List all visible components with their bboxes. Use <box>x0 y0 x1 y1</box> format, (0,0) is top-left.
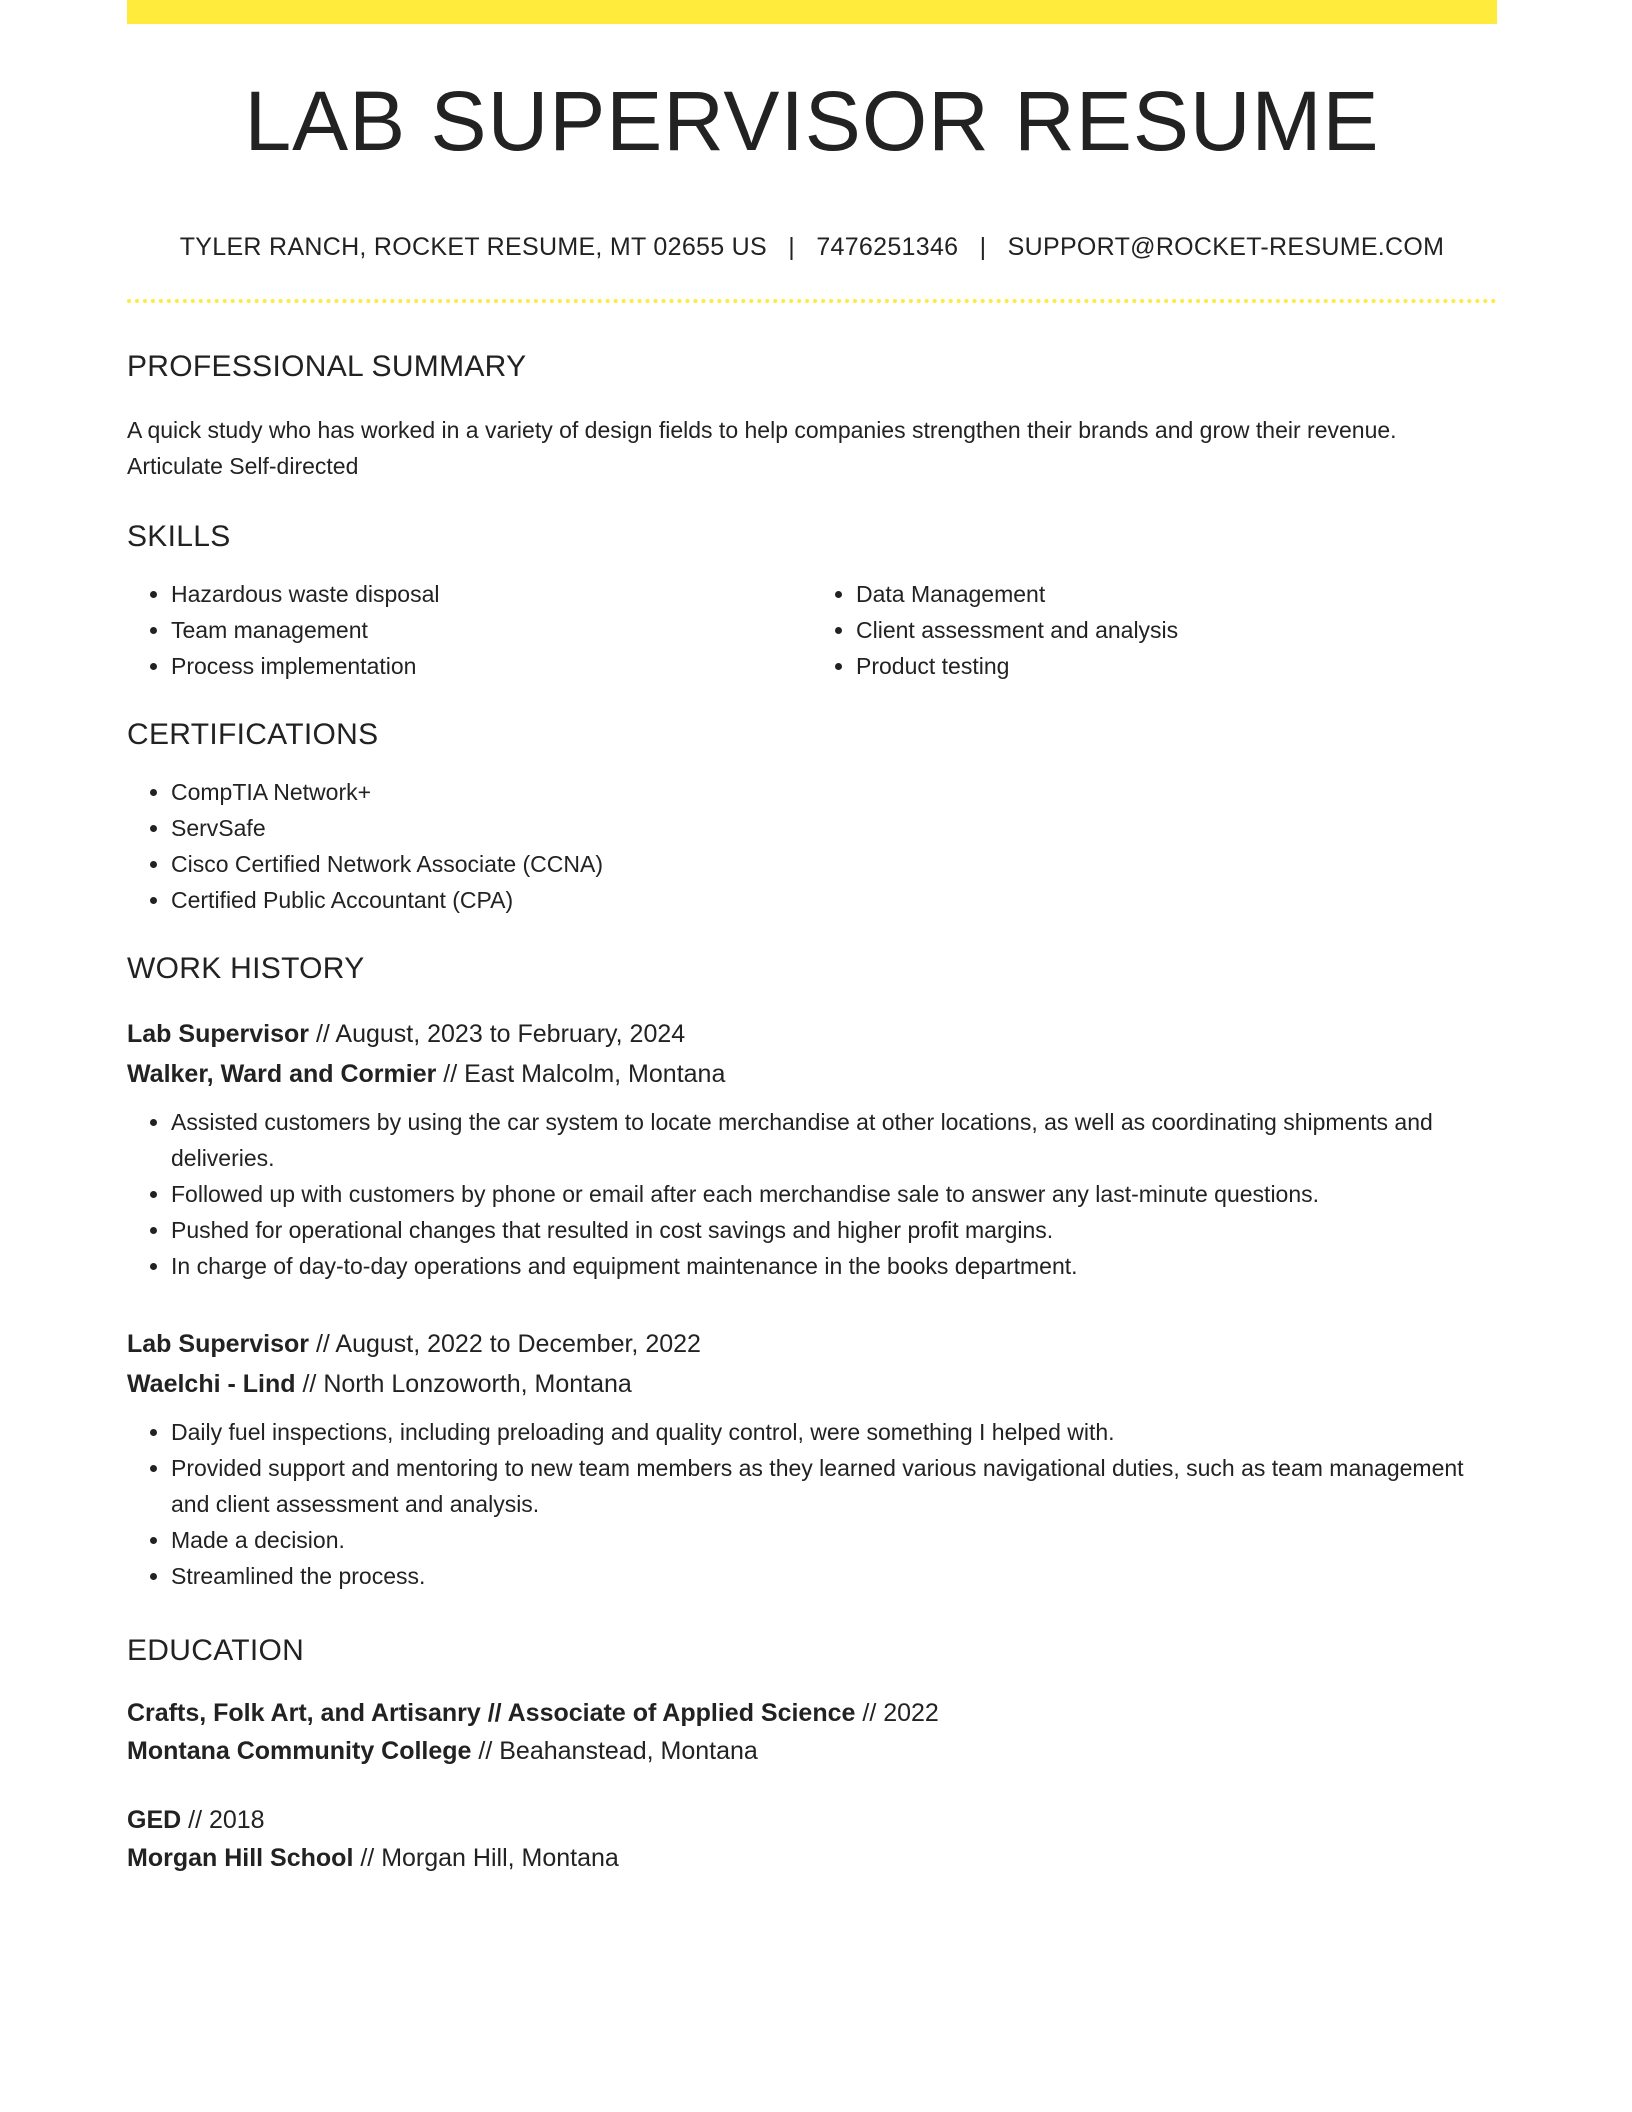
top-accent-bar <box>127 0 1497 24</box>
job-title-line <box>127 1014 1497 1054</box>
skills-grid <box>127 576 1497 684</box>
job-dates: // August, 2022 to December, 2022 <box>309 1330 701 1358</box>
job-dates: // August, 2023 to February, 2024 <box>309 1020 686 1048</box>
skill-item: • Client assessment and analysis <box>856 612 1497 648</box>
education-degree-line <box>127 1694 1497 1732</box>
education-year: // 2022 <box>855 1699 939 1727</box>
job-bullet: • In charge of day-to-day operations and equipment maintenance in the books department. <box>171 1248 1497 1284</box>
job-bullet: • Streamlined the process. <box>171 1558 1497 1594</box>
education-year: // 2018 <box>181 1806 265 1834</box>
education-school-line <box>127 1839 1497 1877</box>
education-heading: EDUCATION <box>127 1634 305 1667</box>
education-degree: Crafts, Folk Art, and Artisanry // Associate of Applied Science <box>127 1699 856 1727</box>
summary-text <box>127 412 1497 484</box>
job-title: Lab Supervisor <box>127 1330 309 1358</box>
contact-separator: | <box>979 233 987 261</box>
job-bullet: • Pushed for operational changes that resulted in cost savings and higher profit margins. <box>171 1212 1497 1248</box>
job-location: // North Lonzoworth, Montana <box>295 1370 632 1398</box>
contact-email: SUPPORT@ROCKET-RESUME.COM <box>1007 233 1445 261</box>
skill-item: • Data Management <box>856 576 1497 612</box>
certification-item: • ServSafe <box>171 810 1497 846</box>
job-entry <box>127 1324 1497 1594</box>
contact-phone: 7476251346 <box>816 233 959 261</box>
job-bullet: • Followed up with customers by phone or email after each merchandise sale to answer any last-minute questions. <box>171 1176 1497 1212</box>
certification-item: • Cisco Certified Network Associate (CCNA) <box>171 846 1497 882</box>
contact-address: TYLER RANCH, ROCKET RESUME, MT 02655 US <box>179 233 768 261</box>
contact-line <box>127 233 1497 262</box>
education-degree: GED <box>127 1806 182 1834</box>
job-bullet: • Assisted customers by using the car system to locate merchandise at other locations, as well as coordinating shipments and deliveries. <box>171 1104 1497 1176</box>
education-school: Montana Community College <box>127 1737 472 1765</box>
certification-item: • CompTIA Network+ <box>171 774 1497 810</box>
job-company: Waelchi - Lind <box>127 1370 296 1398</box>
job-title: Lab Supervisor <box>127 1020 309 1048</box>
skill-item: • Product testing <box>856 648 1497 684</box>
summary-heading: PROFESSIONAL SUMMARY <box>127 350 527 383</box>
job-title-line <box>127 1324 1497 1364</box>
job-bullet: • Daily fuel inspections, including preloading and quality control, were something I helped with. <box>171 1414 1497 1450</box>
certifications-list <box>127 774 1497 918</box>
resume-page <box>127 0 1497 1877</box>
resume-title: LAB SUPERVISOR RESUME <box>244 74 1380 168</box>
job-company: Walker, Ward and Cormier <box>127 1060 437 1088</box>
job-bullets <box>127 1414 1497 1594</box>
job-entry <box>127 1014 1497 1284</box>
education-school-line <box>127 1732 1497 1770</box>
skills-left-list <box>127 576 812 684</box>
certification-item: • Certified Public Accountant (CPA) <box>171 882 1497 918</box>
summary-line: Articulate Self-directed <box>127 453 359 479</box>
summary-line: A quick study who has worked in a variety of design fields to help companies strengthen their brands and grow their revenue. <box>127 417 1397 443</box>
skills-heading: SKILLS <box>127 520 231 553</box>
work-history-heading: WORK HISTORY <box>127 952 365 985</box>
education-entry <box>127 1801 1497 1877</box>
education-degree-line <box>127 1801 1497 1839</box>
skill-item: • Hazardous waste disposal <box>171 576 812 612</box>
certifications-heading: CERTIFICATIONS <box>127 718 379 751</box>
skill-item: • Team management <box>171 612 812 648</box>
skills-right-list <box>812 576 1497 684</box>
dotted-divider <box>127 299 1497 303</box>
education-entry <box>127 1694 1497 1770</box>
job-bullet: • Provided support and mentoring to new team members as they learned various navigational duties, such as team management and client assessment and analysis. <box>171 1450 1497 1522</box>
skill-item: • Process implementation <box>171 648 812 684</box>
job-bullet: • Made a decision. <box>171 1522 1497 1558</box>
job-company-line <box>127 1364 1497 1404</box>
education-location: // Morgan Hill, Montana <box>353 1844 619 1872</box>
job-location: // East Malcolm, Montana <box>436 1060 726 1088</box>
job-company-line <box>127 1054 1497 1094</box>
education-location: // Beahanstead, Montana <box>471 1737 758 1765</box>
education-school: Morgan Hill School <box>127 1844 354 1872</box>
contact-separator: | <box>788 233 796 261</box>
job-bullets <box>127 1104 1497 1284</box>
